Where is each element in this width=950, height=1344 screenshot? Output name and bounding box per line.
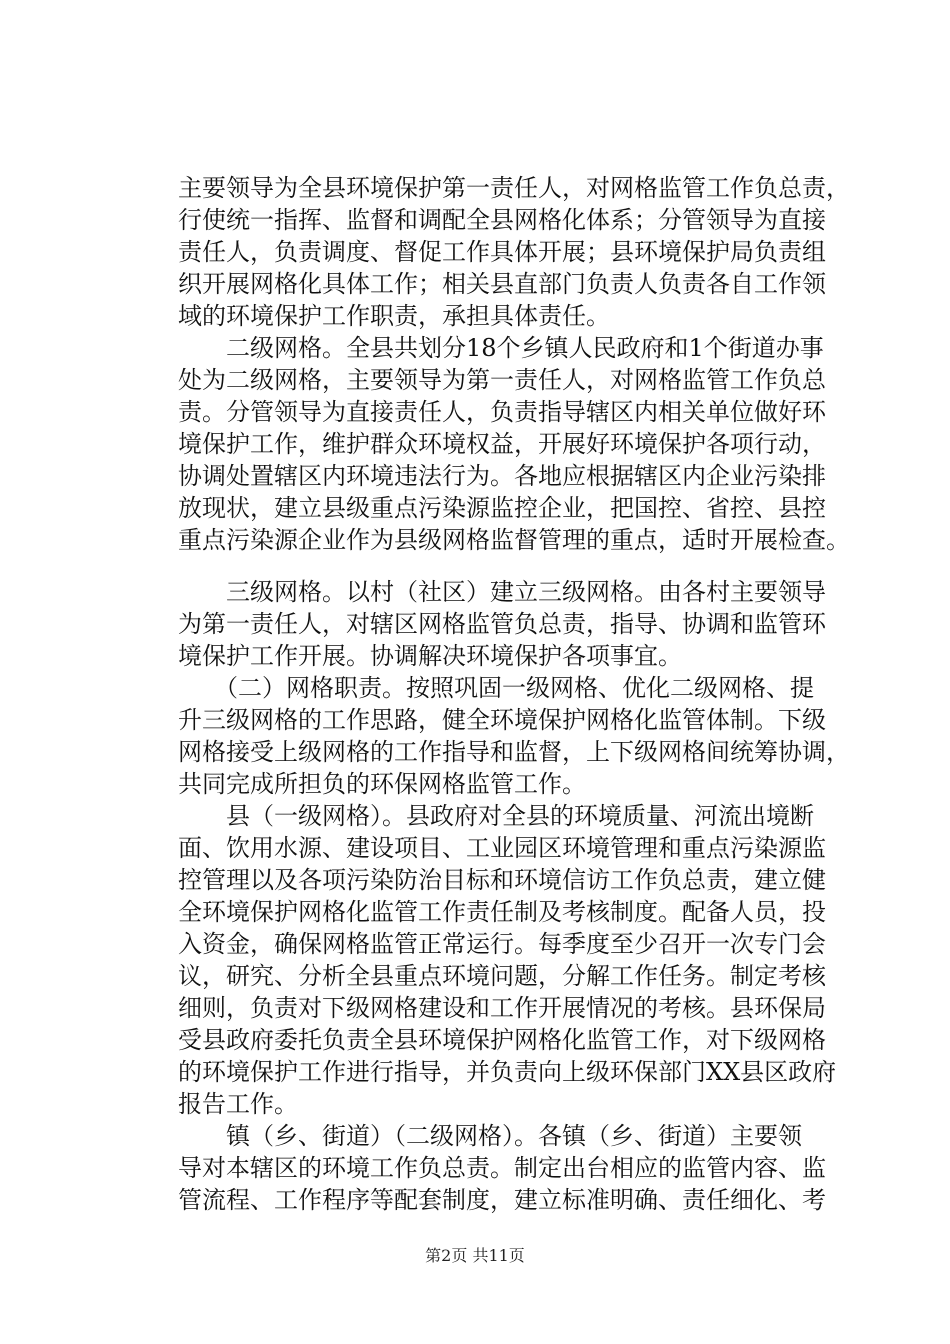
text-line: 议，研究、分析全县重点环境问题，分解工作任务。制定考核 xyxy=(178,962,826,990)
paragraph-gap xyxy=(178,556,850,576)
text-line: 三级网格。以村（社区）建立三级网格。由各村主要领导 xyxy=(178,578,826,606)
text-line: 报告工作。 xyxy=(178,1090,298,1118)
text-line: 责任人，负责调度、督促工作具体开展；县环境保护局负责组 xyxy=(178,238,826,266)
text-line: 受县政府委托负责全县环境保护网格化监管工作，对下级网格 xyxy=(178,1026,826,1054)
text-line: 主要领导为全县环境保护第一责任人，对网格监管工作负总责， xyxy=(178,174,850,202)
text-line: 行使统一指挥、监督和调配全县网格化体系；分管领导为直接 xyxy=(178,206,826,234)
text-line: 导对本辖区的环境工作负总责。制定出台相应的监管内容、监 xyxy=(178,1154,826,1182)
text-line: 处为二级网格，主要领导为第一责任人，对网格监管工作负总 xyxy=(178,366,826,394)
text-line: 二级网格。全县共划分18个乡镇人民政府和1个街道办事 xyxy=(178,334,824,362)
text-line: 域的环境保护工作职责，承担具体责任。 xyxy=(178,302,610,330)
text-line: 面、饮用水源、建设项目、工业园区环境管理和重点污染源监 xyxy=(178,834,826,862)
text-line: 协调处置辖区内环境违法行为。各地应根据辖区内企业污染排 xyxy=(178,462,826,490)
text-line: 责。分管领导为直接责任人，负责指导辖区内相关单位做好环 xyxy=(178,398,826,426)
text-line: 入资金，确保网格监管正常运行。每季度至少召开一次专门会 xyxy=(178,930,826,958)
text-line: 县（一级网格）。县政府对全县的环境质量、河流出境断 xyxy=(178,802,814,830)
text-line: 镇（乡、街道）（二级网格）。各镇（乡、街道）主要领 xyxy=(178,1122,802,1150)
body-text xyxy=(178,172,850,1216)
text-line: 织开展网格化具体工作；相关县直部门负责人负责各自工作领 xyxy=(178,270,826,298)
text-line: 的环境保护工作进行指导，并负责向上级环保部门XX县区政府 xyxy=(178,1058,837,1086)
text-line: 细则，负责对下级网格建设和工作开展情况的考核。县环保局 xyxy=(178,994,826,1022)
text-line: 控管理以及各项污染防治目标和环境信访工作负总责，建立健 xyxy=(178,866,826,894)
text-line: 升三级网格的工作思路，健全环境保护网格化监管体制。下级 xyxy=(178,706,826,734)
text-line: 网格接受上级网格的工作指导和监督，上下级网格间统筹协调， xyxy=(178,738,850,766)
text-line: 为第一责任人，对辖区网格监管负总责，指导、协调和监管环 xyxy=(178,610,826,638)
text-line: 管流程、工作程序等配套制度，建立标准明确、责任细化、考 xyxy=(178,1186,826,1214)
text-line: 境保护工作，维护群众环境权益，开展好环境保护各项行动， xyxy=(178,430,826,458)
page-number: 第2页 共11页 xyxy=(425,1246,525,1265)
text-line: 共同完成所担负的环保网格监管工作。 xyxy=(178,770,586,798)
text-line: 境保护工作开展。协调解决环境保护各项事宜。 xyxy=(178,642,682,670)
text-line: 放现状，建立县级重点污染源监控企业，把国控、省控、县控 xyxy=(178,494,826,522)
text-line: 全环境保护网格化监管工作责任制及考核制度。配备人员，投 xyxy=(178,898,826,926)
text-line: 重点污染源企业作为县级网格监督管理的重点，适时开展检查。 xyxy=(178,526,850,554)
text-line: （二）网格职责。按照巩固一级网格、优化二级网格、提 xyxy=(178,674,814,702)
